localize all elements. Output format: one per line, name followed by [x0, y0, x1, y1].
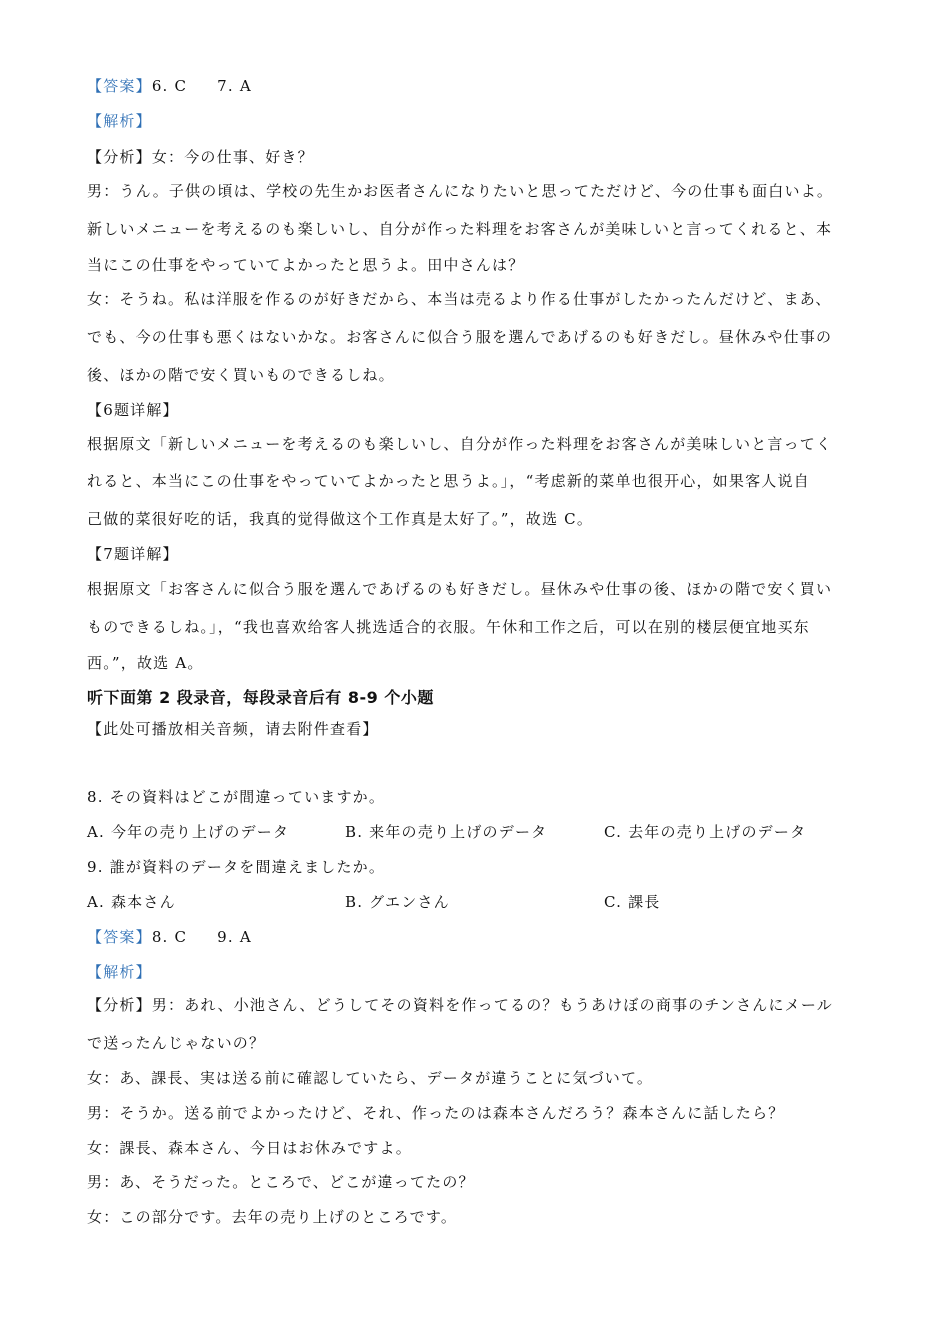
q6-detail-label: 【6题详解】 — [87, 401, 179, 419]
dialogue-line: 当にこの仕事をやっていてよかったと思うよ。田中さんは？ — [87, 256, 525, 274]
question-8: 8. その資料はどこが間違っていますか。 — [87, 788, 386, 806]
q9-option-b: B. グエンさん — [345, 893, 450, 911]
q9-option-a: A. 森本さん — [87, 893, 176, 911]
dialogue-line — [87, 147, 867, 167]
analysis-label: 【解析】 — [87, 963, 152, 981]
fenxi-label: 【分析】 — [87, 996, 152, 1014]
dialogue-line: 新しいメニューを考えるのも楽しいし、自分が作った料理をお客さんが美味しいと言ってくれると、本 — [87, 220, 833, 238]
dialogue-line: 女：この部分です。去年の売り上げのところです。 — [87, 1208, 458, 1226]
question-9: 9. 誰が資料のデータを間違えましたか。 — [87, 858, 386, 876]
dialogue-text: 女：今の仕事、好き？ — [151, 148, 314, 166]
answer-line-1 — [87, 76, 867, 96]
dialogue-line: 男：あ、そうだった。ところで、どこが違ってたの？ — [87, 1173, 475, 1191]
fenxi-label: 【分析】 — [87, 148, 152, 166]
audio-note: 【此处可播放相关音频，请去附件查看】 — [87, 720, 379, 738]
dialogue-line: 女：そうね。私は洋服を作るのが好きだから、本当は売るより作る仕事がしたかったんだけど、まあ、 — [87, 290, 832, 308]
q6-detail-line: 根据原文「新しいメニューを考えるのも楽しいし、自分が作った料理をお客さんが美味しいと言ってく — [87, 435, 833, 453]
answer-line-2 — [87, 927, 867, 947]
q7-detail-line: 根据原文「お客さんに似合う服を選んであげるのも好きだし。昼休みや仕事の後、ほかの階で安く買い — [87, 580, 833, 598]
answer-label: 【答案】 — [87, 928, 152, 946]
dialogue-line: 後、ほかの階で安く買いものできるしね。 — [87, 366, 395, 384]
q9-option-c: C. 課長 — [604, 893, 661, 911]
dialogue-line: 女：あ、課長、実は送る前に確認していたら、データが違うことに気づいて。 — [87, 1069, 654, 1087]
answer-9: 9. A — [217, 928, 252, 946]
q6-detail-line: れると、本当にこの仕事をやっていてよかったと思うよ。」，“考虑新的菜单也很开心，如果客人说自 — [87, 472, 810, 490]
dialogue-line: 女：課長、森本さん、今日はお休みですよ。 — [87, 1139, 412, 1157]
answer-label: 【答案】 — [87, 77, 152, 95]
q7-detail-line: 西。”，故选 A。 — [87, 654, 204, 672]
q7-detail-label: 【7题详解】 — [87, 545, 179, 563]
dialogue-line — [87, 995, 867, 1015]
answer-6: 6. C — [151, 77, 188, 95]
dialogue-line: 男：そうか。送る前でよかったけど、それ、作ったのは森本さんだろう？森本さんに話したら？ — [87, 1104, 785, 1122]
q7-detail-line: ものできるしね。」，“我也喜欢给客人挑选适合的衣服。午休和工作之后，可以在别的楼层便宜地买东 — [87, 618, 810, 636]
answer-7: 7. A — [217, 77, 252, 95]
dialogue-line: でも、今の仕事も悪くはないかな。お客さんに似合う服を選んであげるのも好きだし。昼休みや仕事の — [87, 328, 833, 346]
answer-8: 8. C — [151, 928, 188, 946]
q8-option-a: A. 今年の売り上げのデータ — [87, 823, 290, 841]
dialogue-line: で送ったんじゃないの？ — [87, 1034, 266, 1052]
q6-detail-line: 己做的菜很好吃的话，我真的觉得做这个工作真是太好了。”，故选 C。 — [87, 510, 594, 528]
dialogue-text: 男：あれ、小池さん、どうしてその資料を作ってるの？もうあけぼの商事のチンさんにメール — [151, 996, 833, 1014]
q8-option-c: C. 去年の売り上げのデータ — [604, 823, 807, 841]
dialogue-line: 男：うん。子供の頃は、学校の先生かお医者さんになりたいと思ってただけど、今の仕事も面白いよ。 — [87, 182, 834, 200]
section-heading: 听下面第 2 段录音，每段录音后有 8-9 个小题 — [87, 688, 434, 707]
analysis-label: 【解析】 — [87, 112, 152, 130]
q8-option-b: B. 来年の売り上げのデータ — [345, 823, 548, 841]
